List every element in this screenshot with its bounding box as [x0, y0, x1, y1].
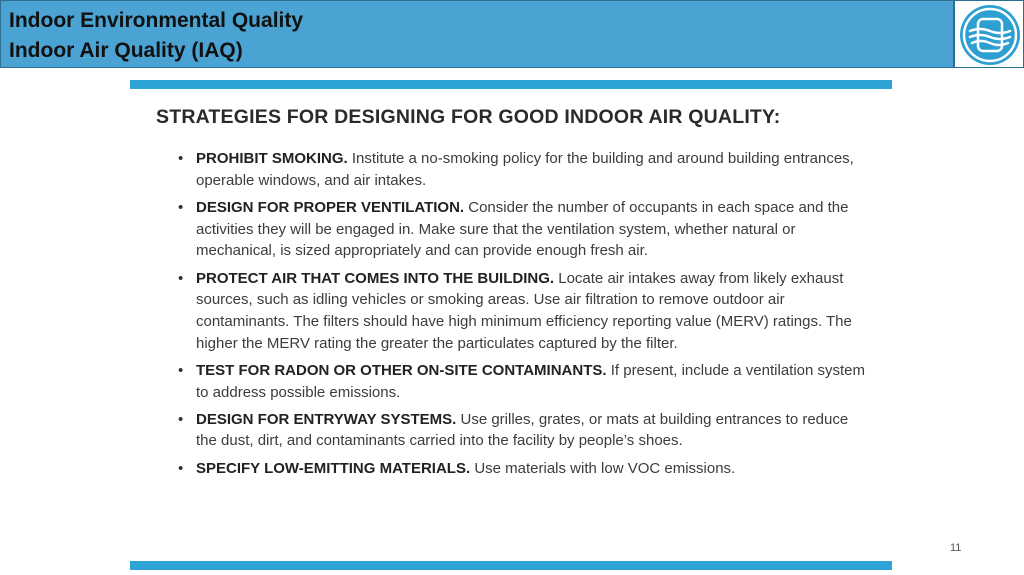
slide-title: Indoor Environmental Quality — [9, 9, 304, 32]
item-text: Locate air intakes away from likely exhaust sources, such as idling vehicles or smoking areas. Use air filtration to remove outdoor air contaminants. The filters should have high minimum efficiency reporting value (MERV) ratings. The higher the MERV rating the greater the particulates captured by the filter. — [196, 269, 852, 352]
item-text: Use grilles, grates, or mats at building entrances to reduce the dust, dirt, and contaminants carried into the facility by people’s shoes. — [196, 410, 849, 450]
bullet: • — [178, 459, 184, 477]
list-item — [176, 458, 866, 480]
page-number: 11 — [950, 542, 962, 554]
list-item — [176, 409, 866, 452]
content-heading: STRATEGIES FOR DESIGNING FOR GOOD INDOOR AIR QUALITY: — [156, 106, 781, 128]
item-lead: PROTECT AIR THAT COMES INTO THE BUILDING. — [196, 269, 555, 287]
item-text: If present, include a ventilation system to address possible emissions. — [196, 361, 866, 401]
item-text: Institute a no-smoking policy for the building and around building entrances, operable windows, and air intakes. — [196, 150, 854, 189]
list-item — [176, 197, 866, 262]
top-accent-bar — [130, 80, 892, 89]
strategy-list — [176, 148, 866, 485]
list-item — [176, 360, 866, 403]
air-flow-logo-icon — [958, 3, 1022, 67]
logo-container — [954, 0, 1024, 68]
bullet: • — [178, 150, 184, 167]
slide-subtitle: Indoor Air Quality (IAQ) — [9, 39, 243, 62]
item-text: Consider the number of occupants in each space and the activities they will be engaged in. Make sure that the ventilation system, whether natural or mechanical, is sized appropriately and can provide enough fresh air. — [196, 198, 849, 260]
list-item — [176, 268, 866, 355]
list-item — [176, 148, 866, 191]
bullet: • — [178, 198, 184, 216]
item-lead: DESIGN FOR PROPER VENTILATION. — [196, 198, 465, 216]
item-lead: PROHIBIT SMOKING. — [196, 150, 348, 167]
bullet: • — [178, 269, 184, 287]
title-banner — [0, 0, 954, 68]
bullet: • — [178, 410, 184, 428]
item-lead: SPECIFY LOW-EMITTING MATERIALS. — [196, 459, 471, 477]
item-lead: TEST FOR RADON OR OTHER ON-SITE CONTAMINANTS. — [196, 361, 607, 379]
bullet: • — [178, 361, 184, 379]
bottom-accent-bar — [130, 561, 892, 570]
item-lead: DESIGN FOR ENTRYWAY SYSTEMS. — [196, 410, 457, 428]
item-text: Use materials with low VOC emissions. — [474, 459, 736, 477]
